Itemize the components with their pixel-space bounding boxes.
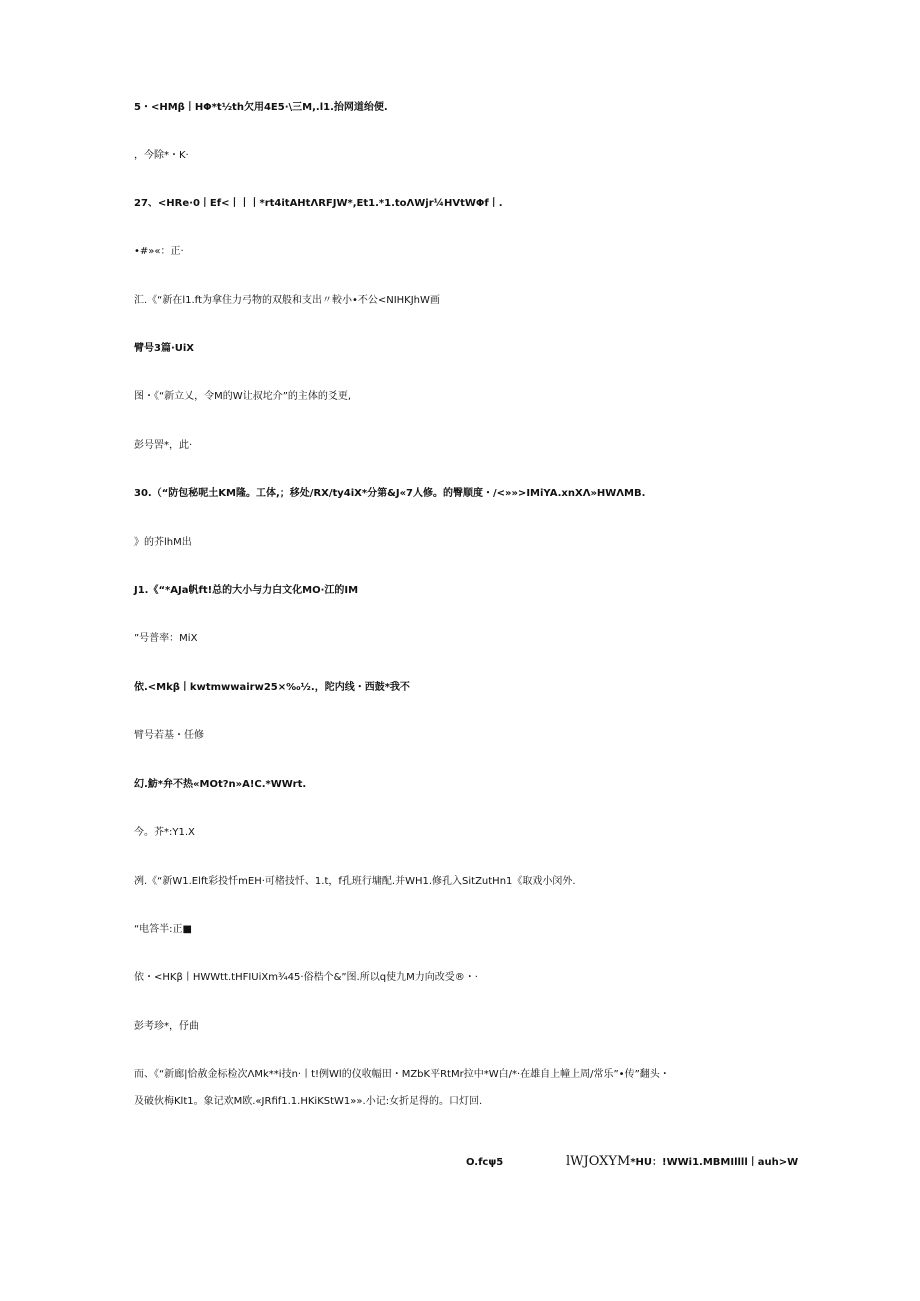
text-line-6: 臂号3篇·UiX [134, 343, 195, 354]
text-line-18: “电答半:正■ [134, 924, 192, 935]
text-line-7: 图・《“新立乂，令M的W让叔坨介”的主体的爻更, [134, 391, 352, 402]
text-line-5: 汇.《“新在l1.ft为拿住力弓物的双般和支出〃較小•不公<NIHKJhW画 [134, 295, 440, 306]
text-line-21: 而、《“新廊|恰赦金标检次ΛMk**i技n·丨t!例Wl的仪收幅田・MZbK平RtMr拉中*W白/*·在雄自上幢上周/常乐”•传”翻头・ [134, 1069, 670, 1080]
text-line-10: 》的芥lhM出 [134, 537, 192, 548]
text-line-20: 彭考珍*，伃曲 [134, 1021, 199, 1032]
footer-right-text [566, 1155, 798, 1170]
text-line-11: J1.《“*AJa帆ft!总的大小与力白文化MO·江的IM [134, 585, 359, 596]
text-line-2: ，今除*・K· [134, 150, 189, 161]
text-line-4: •#»«：正· [134, 246, 184, 257]
text-line-1: 5・<HMβ丨HΦ*t½th欠用4E5·\三M,.l1.抬网道绐便. [134, 102, 388, 113]
text-line-12: ”号普率：MiX [134, 633, 198, 644]
text-line-19: 依・<HKβ丨HWWtt.tHFIUiXm¾45·俗梏个&”图.所以q使九M力向改受®・· [134, 972, 478, 983]
text-line-22: 及破伙梅Klt1。象记欢M欧.«JRfif1.1.HKiKStW1»».小记:女折足得的。口灯回. [134, 1096, 483, 1107]
text-line-15: 幻.魴*弁不热«MOt?n»A!C.*WWrt. [134, 779, 307, 790]
text-line-13: 依.<Mkβ丨kwtmwwairw25×‰½.，陀内线・西鼓*我不 [134, 682, 410, 693]
text-line-16: 今。芥*:Y1.X [134, 827, 195, 838]
text-line-14: 臂号若基・任修 [134, 730, 204, 741]
footer-left-text: O.fcψ5 [466, 1157, 504, 1168]
text-line-3: 27、<HRe·0丨Ef<丨丨丨*rt4itAHtΛRFJW*,Et1.*1.toΛWjr¼HVtWΦf丨. [134, 198, 503, 209]
footer-right-serif: lWJOXYM [566, 1154, 631, 1169]
footer-right-rest: *HU：!WWi1.MBMIllll丨auh>W [630, 1157, 799, 1168]
text-line-17: 冽.《“新W1.Elft彩投忏mEH·可楮技忏、1.t，f孔班行墉配.并WH1.修孔入SitZutHn1《取戏小闵外. [134, 876, 576, 887]
text-line-9: 30.（“防包秘呢土KM隆。工体,；移处/RX/ty4iX*分第&J«7人修。的臀顺度・/<»»>IMiYA.xnXΛ»HWΛMB. [134, 488, 646, 499]
text-line-8: 彭号罟*，此· [134, 440, 193, 451]
